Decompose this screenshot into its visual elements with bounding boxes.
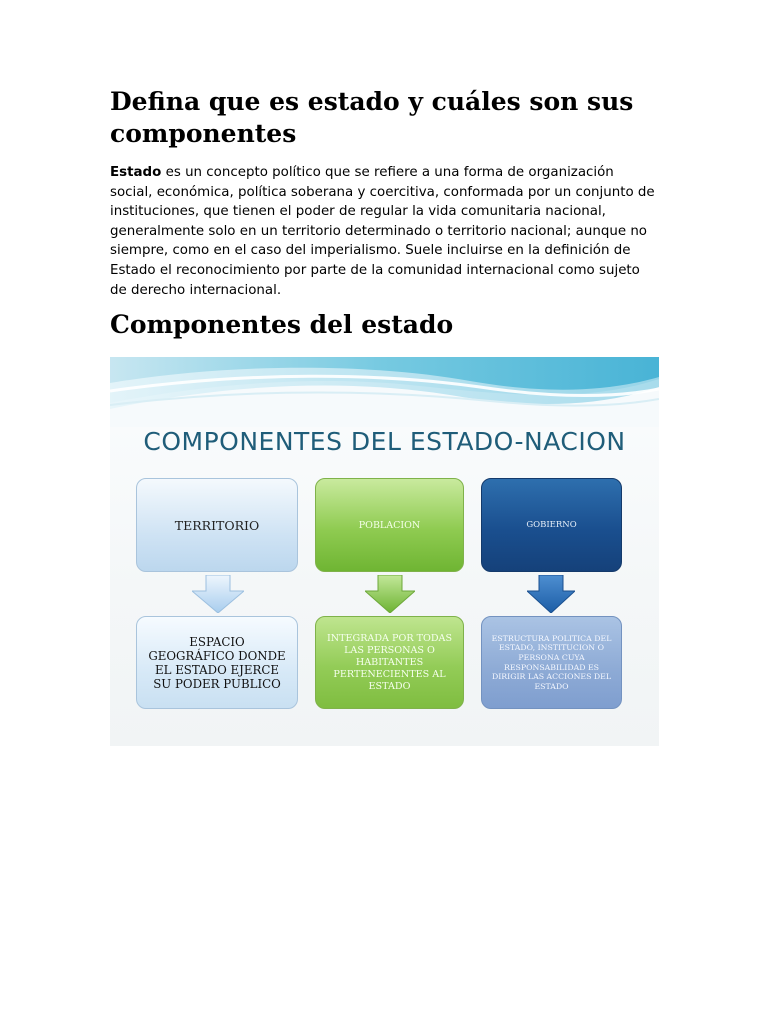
territorio-box: TERRITORIO <box>136 478 298 572</box>
intro-text: es un concepto político que se refiere a una forma de organización social, económica, política soberana y coercitiva, conformada por un conjunto de instituciones, que tienen el poder de regular la vida comunitaria nacional, generalmente solo en un territorio determinado o territorio nacional; aunque no siempre, como en el caso del imperialismo. Suele incluirse en la definición de Estado el reconocimiento por parte de la comunidad internacional como sujeto de derecho internacional. <box>110 165 655 298</box>
gobierno-box: GOBIERNO <box>481 478 622 572</box>
components-diagram <box>110 357 659 746</box>
diagram-title: COMPONENTES DEL ESTADO-NACION <box>143 427 626 456</box>
gobierno-description: ESTRUCTURA POLITICA DEL ESTADO, INSTITUCION O PERSONA CUYA RESPONSABILIDAD ES DIRIGIR LAS ACCIONES DEL ESTADO <box>481 616 622 709</box>
arrow-down-icon <box>192 575 244 613</box>
arrow-down-icon <box>527 575 575 613</box>
intro-paragraph <box>110 163 655 300</box>
arrow-down-icon <box>365 575 415 613</box>
poblacion-description: INTEGRADA POR TODAS LAS PERSONAS O HABITANTES PERTENECIENTES AL ESTADO <box>315 616 464 709</box>
poblacion-box: POBLACION <box>315 478 464 572</box>
territorio-description: ESPACIO GEOGRÁFICO DONDE EL ESTADO EJERCE SU PODER PUBLICO <box>136 616 298 709</box>
page-title: Defina que es estado y cuáles son sus componentes <box>110 87 634 148</box>
header-wave-graphic <box>110 357 659 427</box>
section-title: Componentes del estado <box>110 310 454 339</box>
intro-term: Estado <box>110 165 162 180</box>
